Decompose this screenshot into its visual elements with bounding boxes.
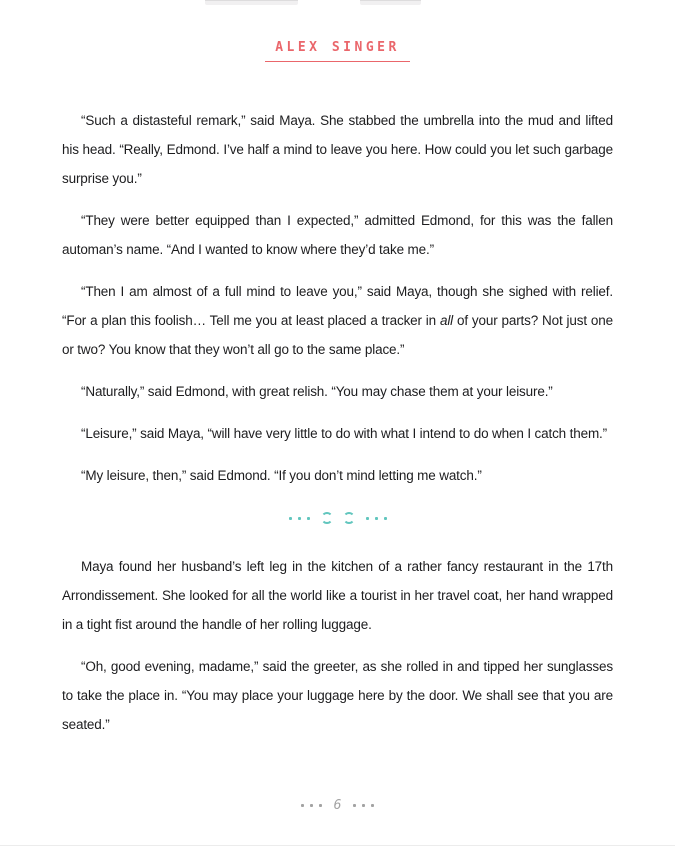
dot-icon bbox=[371, 804, 374, 807]
footer-dots-right bbox=[353, 804, 374, 807]
story-run: “Naturally,” said Edmond, with great relish. “You may chase them at your leisure.” bbox=[81, 384, 553, 399]
broken-circle-icon bbox=[321, 512, 333, 524]
story-run: Maya found her husband’s left leg in the kitchen of a rather fancy restaurant in the 17th Arrondissement. She looked for all the world like a tourist in her travel coat, her hand wrapped in a tight fist around the handle of her rolling luggage. bbox=[62, 559, 613, 632]
dot-icon bbox=[366, 517, 369, 520]
story-run: “Oh, good evening, madame,” said the greeter, as she rolled in and tipped her sunglasses to take the place in. “You may place your luggage here by the door. We shall see that you are seated.” bbox=[62, 659, 613, 732]
break-dots-right bbox=[366, 517, 387, 520]
cutoff-ui-remnant-left bbox=[205, 0, 298, 5]
page-header bbox=[0, 0, 675, 62]
page-number: 6 bbox=[333, 798, 342, 813]
story-paragraph bbox=[62, 277, 613, 364]
dot-icon bbox=[301, 804, 304, 807]
story-paragraph bbox=[62, 206, 613, 264]
footer-dots-left bbox=[301, 804, 322, 807]
break-dots-left bbox=[289, 517, 310, 520]
dot-icon bbox=[319, 804, 322, 807]
page-footer bbox=[0, 799, 675, 812]
dot-icon bbox=[362, 804, 365, 807]
author-heading: ALEX SINGER bbox=[265, 40, 410, 62]
break-rings bbox=[321, 512, 355, 524]
story-run: “My leisure, then,” said Edmond. “If you don’t mind letting me watch.” bbox=[81, 468, 482, 483]
story-section-1 bbox=[62, 106, 613, 490]
broken-circle-icon bbox=[343, 512, 355, 524]
story-paragraph bbox=[62, 461, 613, 490]
story-run-italic: all bbox=[439, 313, 454, 328]
bottom-hairline bbox=[0, 845, 675, 846]
story-paragraph bbox=[62, 419, 613, 448]
dot-icon bbox=[375, 517, 378, 520]
dot-icon bbox=[298, 517, 301, 520]
story-paragraph bbox=[62, 106, 613, 193]
story-text bbox=[62, 106, 613, 739]
cutoff-ui-remnant-right bbox=[360, 0, 421, 5]
story-run: “They were better equipped than I expected,” admitted Edmond, for this was the fallen automan’s name. “And I wanted to know where they’d take me.” bbox=[62, 213, 613, 257]
story-run: “Such a distasteful remark,” said Maya. She stabbed the umbrella into the mud and lifted his head. “Really, Edmond. I’ve half a mind to leave you here. How could you let such garbage surprise you.” bbox=[62, 113, 613, 186]
story-paragraph bbox=[62, 652, 613, 739]
story-run: “Leisure,” said Maya, “will have very little to do with what I intend to do when I catch them.” bbox=[81, 426, 607, 441]
dot-icon bbox=[307, 517, 310, 520]
section-break-ornament bbox=[62, 512, 613, 524]
dot-icon bbox=[353, 804, 356, 807]
story-paragraph bbox=[62, 377, 613, 406]
story-paragraph bbox=[62, 552, 613, 639]
story-run: “Then I am almost of a full mind to leave you,” said Maya, though she sighed with relief. “For a plan this foolish… Tell me you at least placed a tracker in bbox=[62, 284, 613, 328]
story-run: of your parts? Not just one or two? You know that they won’t all go to the same place.” bbox=[62, 313, 613, 357]
dot-icon bbox=[384, 517, 387, 520]
story-section-2 bbox=[62, 552, 613, 739]
dot-icon bbox=[289, 517, 292, 520]
dot-icon bbox=[310, 804, 313, 807]
